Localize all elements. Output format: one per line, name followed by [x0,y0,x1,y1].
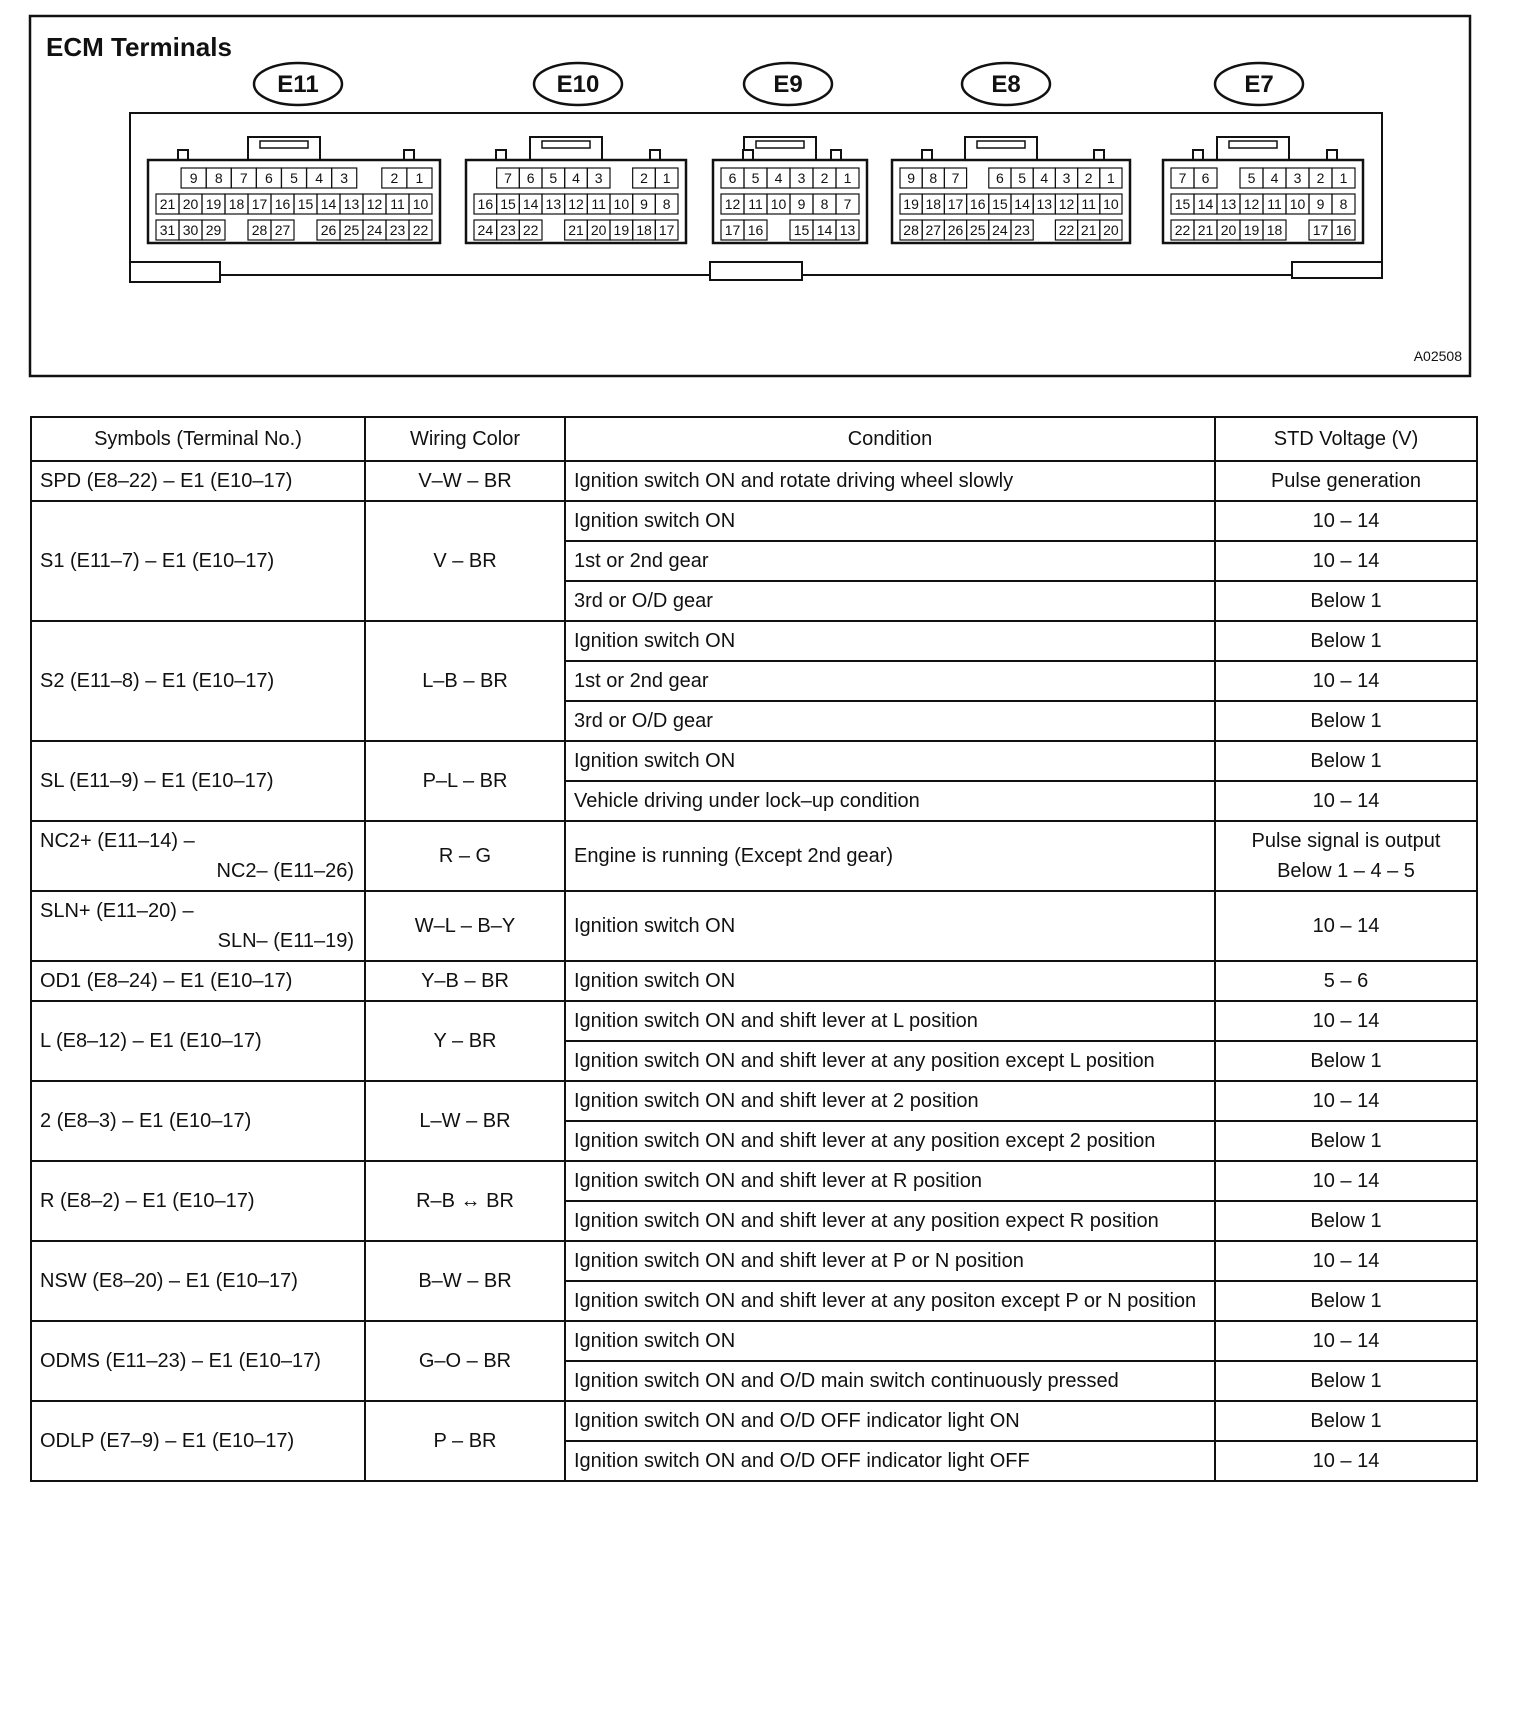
condition-cell: Ignition switch ON and shift lever at 2 position [565,1081,1215,1121]
pin-number: 1 [1339,170,1348,186]
pin-number: 2 [390,170,399,186]
condition-cell: 1st or 2nd gear [565,541,1215,581]
pin-number: 9 [640,196,648,212]
condition-cell: Ignition switch ON and shift lever at any positon except P or N position [565,1281,1215,1321]
pin-number: 23 [1014,222,1030,238]
terminal-spec-table [30,416,1478,1482]
voltage-line: Pulse generation [1270,470,1422,492]
pin-number: 24 [992,222,1008,238]
symbol-line: SL (E11–9) – E1 (E10–17) [40,770,274,792]
pin-number: 7 [239,170,248,186]
symbol-line: OD1 (E8–24) – E1 (E10–17) [40,970,293,992]
pin-number: 13 [343,196,360,212]
pin-number: 16 [477,196,494,212]
voltage-line: Pulse signal is output [1251,830,1441,852]
wiring-color-cell: V – BR [365,501,565,621]
symbol-line: ODLP (E7–9) – E1 (E10–17) [40,1430,295,1452]
pin-number: 16 [274,196,291,212]
table-row [31,821,1477,891]
pin-number: 1 [415,170,424,186]
symbol-cell [31,891,365,961]
symbol-line: S2 (E11–8) – E1 (E10–17) [40,670,275,692]
symbol-line: SPD (E8–22) – E1 (E10–17) [40,470,293,492]
pin-number: 10 [613,196,630,212]
condition-cell: Ignition switch ON and shift lever at any position except 2 position [565,1121,1215,1161]
symbol-line: S1 (E11–7) – E1 (E10–17) [40,550,275,572]
connector-post-right [831,150,841,160]
pin-number: 19 [1243,222,1260,238]
pin-number: 5 [1018,170,1026,186]
pin-number: 17 [724,222,741,238]
pin-number: 11 [591,196,606,212]
pin-number: 22 [1058,222,1075,238]
wiring-color-cell: W–L – B–Y [365,891,565,961]
pin-number: 9 [797,196,806,212]
voltage-line: 10 – 14 [1312,1330,1380,1352]
pin-number: 24 [366,222,383,238]
pin-number: 11 [1267,196,1282,212]
pin-number: 17 [658,222,675,238]
pin-number: 29 [205,222,222,238]
symbol-line: ODMS (E11–23) – E1 (E10–17) [40,1350,321,1372]
pin-number: 11 [1081,196,1096,212]
connector-post-right [1094,150,1104,160]
pin-number: 9 [189,170,198,186]
voltage-cell [1215,1441,1477,1481]
connector-post-right [404,150,414,160]
pin-number: 16 [747,222,764,238]
condition-cell: 3rd or O/D gear [565,701,1215,741]
table-row [31,961,1477,1001]
pin-number: 25 [343,222,360,238]
pin-number: 23 [389,222,406,238]
pin-number: 20 [1220,222,1237,238]
condition-cell: 3rd or O/D gear [565,581,1215,621]
pin-number: 14 [522,196,539,212]
pin-number: 26 [320,222,337,238]
voltage-cell [1215,701,1477,741]
pin-number: 18 [1266,222,1283,238]
housing-foot-center [710,262,802,280]
pin-number: 13 [839,222,856,238]
pin-number: 12 [1058,196,1075,212]
wiring-color-cell: P–L – BR [365,741,565,821]
voltage-cell [1215,781,1477,821]
voltage-line: 10 – 14 [1312,1090,1380,1112]
pin-number: 5 [751,170,760,186]
voltage-line: 10 – 14 [1312,1450,1380,1472]
table-row [31,621,1477,661]
connector-latch-slot [756,141,804,148]
table-row [31,501,1477,541]
pin-number: 18 [228,196,245,212]
pin-number: 18 [636,222,652,238]
pin-number: 22 [412,222,429,238]
voltage-line: Below 1 – 4 – 5 [1277,860,1415,882]
connector-post-left [178,150,188,160]
symbol-cell [31,741,365,821]
condition-cell: Ignition switch ON and O/D OFF indicator light OFF [565,1441,1215,1481]
wiring-color-cell: V–W – BR [365,461,565,501]
pin-number: 24 [477,222,494,238]
table-row [31,891,1477,961]
connector-label: E7 [1244,71,1274,98]
voltage-line: 10 – 14 [1312,510,1380,532]
diagram-code: A02508 [1413,348,1462,364]
pin-number: 13 [1036,196,1053,212]
table-row [31,1241,1477,1281]
pin-number: 15 [992,196,1008,212]
connector-latch-slot [1229,141,1277,148]
pin-number: 9 [1316,196,1325,212]
symbol-cell [31,1161,365,1241]
pin-number: 7 [1178,170,1187,186]
symbol-cell [31,1001,365,1081]
pin-number: 2 [1316,170,1325,186]
pin-number: 21 [1197,222,1214,238]
voltage-cell [1215,1401,1477,1441]
symbol-line: R (E8–2) – E1 (E10–17) [40,1190,255,1212]
pin-number: 8 [214,170,223,186]
condition-cell: Vehicle driving under lock–up condition [565,781,1215,821]
voltage-line: 10 – 14 [1312,1010,1380,1032]
pin-number: 16 [969,196,986,212]
pin-number: 20 [1103,222,1119,238]
wiring-color-cell: L–B – BR [365,621,565,741]
pin-number: 3 [594,170,603,186]
wiring-color-cell: Y – BR [365,1001,565,1081]
voltage-line: Below 1 [1310,1210,1382,1232]
pin-number: 28 [251,222,268,238]
symbol-cell [31,821,365,891]
pin-number: 27 [925,222,942,238]
pin-number: 22 [522,222,539,238]
pin-number: 21 [1080,222,1097,238]
voltage-line: 10 – 14 [1312,1170,1380,1192]
pin-number: 2 [1084,170,1093,186]
pin-number: 6 [728,170,737,186]
pin-number: 28 [903,222,919,238]
voltage-line: Below 1 [1310,1130,1382,1152]
symbol-line: NSW (E8–20) – E1 (E10–17) [40,1270,298,1292]
voltage-cell [1215,1161,1477,1201]
pin-number: 2 [820,170,829,186]
symbol-cell [31,1321,365,1401]
pin-number: 11 [390,196,405,212]
pin-number: 5 [1247,170,1256,186]
connector-latch-slot [542,141,590,148]
condition-cell: Engine is running (Except 2nd gear) [565,821,1215,891]
voltage-cell [1215,741,1477,781]
pin-number: 5 [290,170,298,186]
symbol-line: NC2+ (E11–14) – [40,830,195,852]
symbol-cell [31,621,365,741]
pin-number: 3 [797,170,806,186]
pin-number: 12 [366,196,383,212]
voltage-cell [1215,581,1477,621]
pin-number: 26 [947,222,964,238]
pin-number: 8 [662,196,671,212]
condition-cell: Ignition switch ON and shift lever at P or N position [565,1241,1215,1281]
table-row [31,1161,1477,1201]
pin-number: 15 [500,196,516,212]
condition-cell: Ignition switch ON [565,621,1215,661]
pin-number: 1 [662,170,671,186]
pin-number: 13 [545,196,562,212]
pin-number: 12 [568,196,584,212]
pin-number: 11 [748,196,763,212]
pin-number: 4 [572,170,580,186]
symbol-cell [31,501,365,621]
pin-number: 15 [1174,196,1191,212]
pin-number: 4 [1270,170,1279,186]
pin-number: 20 [590,222,607,238]
pin-number: 7 [843,196,852,212]
pin-number: 3 [340,170,349,186]
pin-number: 8 [929,170,938,186]
condition-cell: Ignition switch ON and shift lever at any position except L position [565,1041,1215,1081]
pin-number: 14 [816,222,833,238]
condition-cell: Ignition switch ON and shift lever at any position expect R position [565,1201,1215,1241]
voltage-cell [1215,621,1477,661]
pin-number: 15 [793,222,810,238]
voltage-line: 10 – 14 [1312,915,1380,937]
table-row [31,1401,1477,1441]
condition-cell: Ignition switch ON and O/D OFF indicator light ON [565,1401,1215,1441]
pin-number: 14 [1014,196,1030,212]
voltage-cell [1215,1041,1477,1081]
connector-label: E9 [773,71,803,98]
pin-number: 7 [504,170,512,186]
voltage-cell [1215,1081,1477,1121]
voltage-cell [1215,1121,1477,1161]
pin-number: 10 [412,196,429,212]
pin-number: 10 [1289,196,1306,212]
pin-number: 17 [251,196,268,212]
pin-number: 4 [774,170,783,186]
connector-post-left [922,150,932,160]
pin-number: 19 [613,222,630,238]
condition-cell: Ignition switch ON [565,961,1215,1001]
pin-number: 19 [903,196,919,212]
connector-label: E8 [991,71,1021,98]
voltage-cell [1215,1281,1477,1321]
voltage-line: Below 1 [1310,1290,1382,1312]
symbol-cell [31,461,365,501]
ecm-terminals-diagram [0,0,1520,400]
wiring-color-cell: G–O – BR [365,1321,565,1401]
pin-number: 2 [640,170,648,186]
voltage-line: Below 1 [1310,1410,1382,1432]
wiring-color-cell: R – G [365,821,565,891]
pin-number: 19 [205,196,222,212]
condition-cell: Ignition switch ON [565,741,1215,781]
pin-number: 17 [947,196,964,212]
voltage-cell [1215,1001,1477,1041]
voltage-cell [1215,891,1477,961]
voltage-line: 5 – 6 [1323,970,1369,992]
pin-number: 16 [1335,222,1352,238]
symbol-cell [31,1241,365,1321]
voltage-cell [1215,1201,1477,1241]
voltage-cell [1215,501,1477,541]
voltage-cell [1215,661,1477,701]
pin-number: 15 [297,196,314,212]
voltage-cell [1215,961,1477,1001]
table-row [31,1081,1477,1121]
pin-number: 6 [265,170,273,186]
pin-number: 8 [1339,196,1348,212]
table-row [31,1321,1477,1361]
wiring-color-cell: P – BR [365,1401,565,1481]
wiring-color-cell: R–B ↔ BR [365,1161,565,1241]
pin-number: 23 [500,222,516,238]
condition-cell: Ignition switch ON [565,891,1215,961]
condition-cell: Ignition switch ON and O/D main switch continuously pressed [565,1361,1215,1401]
connector-post-left [743,150,753,160]
symbol-line: SLN– (E11–19) [217,930,354,952]
pin-number: 1 [1107,170,1115,186]
symbol-cell [31,961,365,1001]
pin-number: 13 [1220,196,1237,212]
pin-number: 1 [843,170,852,186]
voltage-line: 10 – 14 [1312,1250,1380,1272]
connector-post-right [650,150,660,160]
table-row [31,461,1477,501]
wiring-color-cell: B–W – BR [365,1241,565,1321]
pin-number: 7 [951,170,960,186]
pin-number: 9 [907,170,915,186]
pin-number: 4 [1040,170,1049,186]
pin-number: 27 [274,222,291,238]
pin-number: 3 [1293,170,1302,186]
pin-number: 21 [568,222,584,238]
voltage-cell [1215,461,1477,501]
header-std-voltage: STD Voltage (V) [1215,417,1477,461]
pin-number: 6 [996,170,1004,186]
table-row [31,1001,1477,1041]
pin-number: 30 [182,222,199,238]
table-row [31,741,1477,781]
condition-cell: Ignition switch ON and shift lever at R position [565,1161,1215,1201]
pin-number: 18 [925,196,942,212]
pin-number: 4 [315,170,323,186]
voltage-cell [1215,541,1477,581]
header-symbols: Symbols (Terminal No.) [31,417,365,461]
connector-post-right [1327,150,1337,160]
voltage-cell [1215,1361,1477,1401]
connector-label: E11 [277,71,319,98]
connector-post-left [1193,150,1203,160]
pin-number: 6 [526,170,535,186]
symbol-cell [31,1081,365,1161]
symbol-line: 2 (E8–3) – E1 (E10–17) [40,1110,252,1132]
header-wiring-color: Wiring Color [365,417,565,461]
condition-cell: 1st or 2nd gear [565,661,1215,701]
pin-number: 20 [182,196,199,212]
connector-latch-slot [260,141,308,148]
voltage-line: 10 – 14 [1312,550,1380,572]
condition-cell: Ignition switch ON and rotate driving wheel slowly [565,461,1215,501]
connector-latch-slot [977,141,1025,148]
table-header-row [31,417,1477,461]
housing-foot-left [130,262,220,282]
symbol-line: SLN+ (E11–20) – [40,900,194,922]
pin-number: 3 [1062,170,1071,186]
voltage-line: Below 1 [1310,630,1382,652]
pin-number: 8 [820,196,829,212]
condition-cell: Ignition switch ON [565,1321,1215,1361]
pin-number: 14 [320,196,337,212]
voltage-line: Below 1 [1310,750,1382,772]
pin-number: 10 [1103,196,1119,212]
symbol-line: L (E8–12) – E1 (E10–17) [40,1030,262,1052]
wiring-color-cell: L–W – BR [365,1081,565,1161]
diagram-title: ECM Terminals [46,32,232,62]
pin-number: 6 [1201,170,1210,186]
condition-cell: Ignition switch ON and shift lever at L position [565,1001,1215,1041]
condition-cell: Ignition switch ON [565,501,1215,541]
pin-number: 5 [549,170,558,186]
connector-label: E10 [556,71,600,98]
pin-number: 12 [1243,196,1260,212]
voltage-cell [1215,821,1477,891]
voltage-cell [1215,1321,1477,1361]
pin-number: 31 [159,222,176,238]
voltage-line: Below 1 [1310,710,1382,732]
voltage-line: Below 1 [1310,1050,1382,1072]
pin-number: 10 [770,196,787,212]
pin-number: 25 [969,222,986,238]
pin-number: 17 [1312,222,1329,238]
voltage-line: Below 1 [1310,1370,1382,1392]
connector-post-left [496,150,506,160]
pin-number: 12 [724,196,741,212]
symbol-cell [31,1401,365,1481]
voltage-line: Below 1 [1310,590,1382,612]
voltage-line: 10 – 14 [1312,670,1380,692]
header-condition: Condition [565,417,1215,461]
housing-foot-right [1292,262,1382,278]
voltage-line: 10 – 14 [1312,790,1380,812]
wiring-color-cell: Y–B – BR [365,961,565,1001]
pin-number: 21 [159,196,176,212]
symbol-line: NC2– (E11–26) [216,860,354,882]
pin-number: 22 [1174,222,1191,238]
voltage-cell [1215,1241,1477,1281]
pin-number: 14 [1197,196,1214,212]
